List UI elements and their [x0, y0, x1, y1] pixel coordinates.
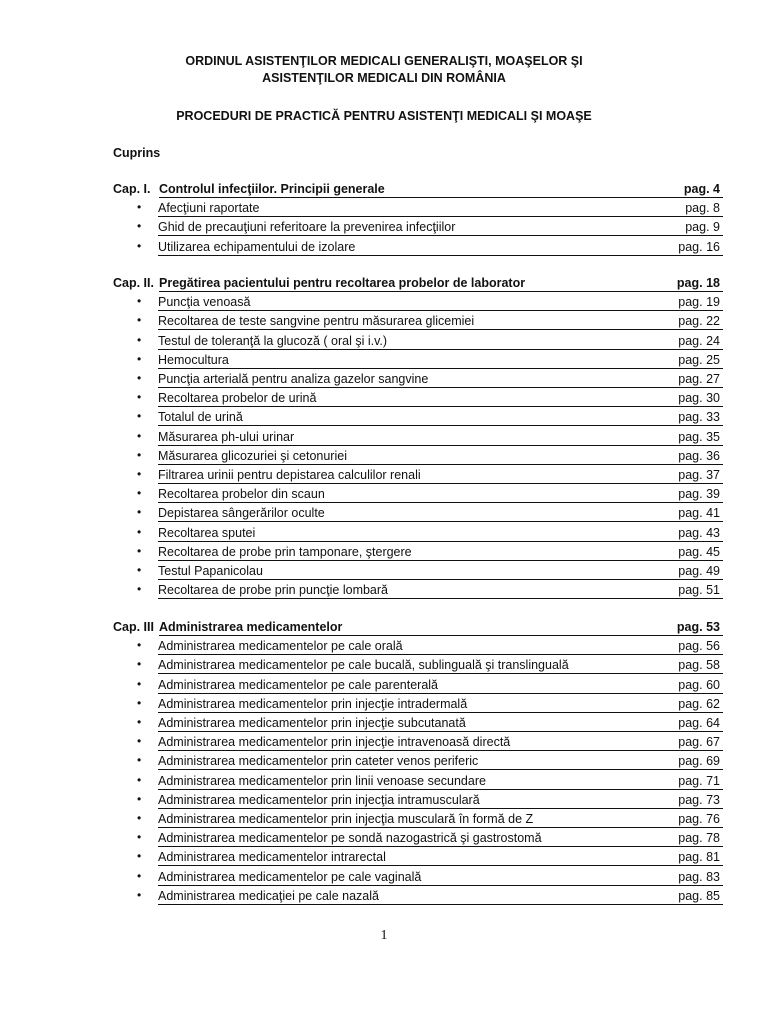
bullet-icon: •	[137, 544, 142, 558]
toc-chapter-row	[113, 620, 723, 639]
toc-item-underline	[158, 483, 723, 484]
chapter-page-ref: pag. 4	[683, 182, 720, 196]
toc-item-text: Ghid de precauţiuni referitoare la prevenirea infecţiilor	[158, 220, 456, 234]
toc-item-underline	[158, 827, 723, 828]
toc-item-row	[113, 583, 723, 602]
toc-item-page-ref: pag. 64	[678, 716, 720, 730]
toc-chapter-row	[113, 276, 723, 295]
toc-item-text: Administrarea medicamentelor prin linii venoase secundare	[158, 774, 486, 788]
toc-item-text: Administrarea medicamentelor prin injecţie subcutanată	[158, 716, 466, 730]
bullet-icon: •	[137, 734, 142, 748]
toc-item-underline	[158, 464, 723, 465]
toc-item-page-ref: pag. 22	[678, 314, 720, 328]
toc-item-row	[113, 697, 723, 716]
toc-item-text: Măsurarea ph-ului urinar	[158, 430, 295, 444]
bullet-icon: •	[137, 811, 142, 825]
toc-item-underline	[158, 712, 723, 713]
toc-item-underline	[158, 235, 723, 236]
bullet-icon: •	[137, 313, 142, 327]
toc-item-underline	[158, 769, 723, 770]
toc-item-page-ref: pag. 43	[678, 526, 720, 540]
toc-item-page-ref: pag. 49	[678, 564, 720, 578]
toc-chapter-row	[113, 182, 723, 201]
toc-item-page-ref: pag. 39	[678, 487, 720, 501]
toc-item-underline	[158, 865, 723, 866]
chapter-title: Administrarea medicamentelor	[159, 620, 343, 634]
toc-item-underline	[158, 808, 723, 809]
toc-item-underline	[158, 846, 723, 847]
toc-item-underline	[158, 445, 723, 446]
bullet-icon: •	[137, 333, 142, 347]
toc-item-text: Administrarea medicamentelor prin cateter venos periferic	[158, 754, 479, 768]
toc-item-underline	[158, 579, 723, 580]
toc-item-page-ref: pag. 81	[678, 850, 720, 864]
document-title-line-2: ASISTENŢILOR MEDICALI DIN ROMÂNIA	[262, 71, 506, 85]
bullet-icon: •	[137, 352, 142, 366]
bullet-icon: •	[137, 888, 142, 902]
chapter-label: Cap. III	[113, 620, 154, 634]
chapter-underline	[159, 635, 723, 636]
toc-item-row	[113, 658, 723, 677]
toc-item-page-ref: pag. 37	[678, 468, 720, 482]
toc-item-text: Testul de toleranţă la glucoză ( oral şi i.v.)	[158, 334, 388, 348]
toc-item-text: Administrarea medicamentelor pe cale orală	[158, 639, 403, 653]
toc-item-underline	[158, 387, 723, 388]
chapter-title: Pregătirea pacientului pentru recoltarea probelor de laborator	[159, 276, 526, 290]
toc-item-row	[113, 564, 723, 583]
toc-item-text: Puncţia venoasă	[158, 295, 251, 309]
toc-item-page-ref: pag. 62	[678, 697, 720, 711]
toc-item-underline	[158, 216, 723, 217]
chapter-title: Controlul infecţiilor. Principii generale	[159, 182, 385, 196]
toc-item-row	[113, 639, 723, 658]
toc-item-text: Administrarea medicamentelor prin injecţie intradermală	[158, 697, 468, 711]
toc-item-page-ref: pag. 9	[685, 220, 720, 234]
chapter-underline	[159, 291, 723, 292]
toc-item-page-ref: pag. 35	[678, 430, 720, 444]
toc-item-underline	[158, 521, 723, 522]
toc-item-text: Administrarea medicamentelor pe cale bucală, sublinguală şi translinguală	[158, 658, 569, 672]
bullet-icon: •	[137, 563, 142, 577]
toc-item-text: Recoltarea probelor de urină	[158, 391, 317, 405]
toc-item-row	[113, 487, 723, 506]
toc-item-text: Afecţiuni raportate	[158, 201, 260, 215]
toc-item-text: Recoltarea de probe prin puncţie lombară	[158, 583, 388, 597]
bullet-icon: •	[137, 448, 142, 462]
bullet-icon: •	[137, 582, 142, 596]
toc-item-row	[113, 812, 723, 831]
bullet-icon: •	[137, 505, 142, 519]
toc-item-underline	[158, 598, 723, 599]
toc-item-underline	[158, 368, 723, 369]
bullet-icon: •	[137, 792, 142, 806]
bullet-icon: •	[137, 390, 142, 404]
toc-item-page-ref: pag. 45	[678, 545, 720, 559]
toc-item-row	[113, 545, 723, 564]
toc-item-underline	[158, 673, 723, 674]
toc-item-text: Testul Papanicolau	[158, 564, 263, 578]
chapter-label: Cap. II.	[113, 276, 154, 290]
toc-item-row	[113, 410, 723, 429]
toc-item-page-ref: pag. 27	[678, 372, 720, 386]
document-subtitle: PROCEDURI DE PRACTICĂ PENTRU ASISTENŢI MEDICALI ŞI MOAŞE	[176, 109, 592, 123]
toc-item-page-ref: pag. 41	[678, 506, 720, 520]
toc-item-row	[113, 889, 723, 908]
bullet-icon: •	[137, 409, 142, 423]
toc-item-page-ref: pag. 8	[685, 201, 720, 215]
bullet-icon: •	[137, 696, 142, 710]
bullet-icon: •	[137, 294, 142, 308]
toc-item-underline	[158, 750, 723, 751]
toc-item-page-ref: pag. 73	[678, 793, 720, 807]
toc-item-page-ref: pag. 76	[678, 812, 720, 826]
chapter-page-ref: pag. 18	[676, 276, 720, 290]
toc-item-row	[113, 793, 723, 812]
toc-item-underline	[158, 654, 723, 655]
toc-item-text: Utilizarea echipamentului de izolare	[158, 240, 356, 254]
toc-item-row	[113, 526, 723, 545]
toc-item-row	[113, 220, 723, 239]
toc-item-underline	[158, 885, 723, 886]
toc-heading: Cuprins	[113, 146, 161, 160]
toc-item-text: Măsurarea glicozuriei şi cetonuriei	[158, 449, 347, 463]
toc-item-row	[113, 430, 723, 449]
toc-item-underline	[158, 502, 723, 503]
toc-item-page-ref: pag. 67	[678, 735, 720, 749]
toc-item-row	[113, 391, 723, 410]
toc-item-text: Recoltarea sputei	[158, 526, 256, 540]
toc-item-text: Administrarea medicamentelor intrarectal	[158, 850, 386, 864]
bullet-icon: •	[137, 219, 142, 233]
toc-item-text: Administrarea medicamentelor pe cale parenterală	[158, 678, 439, 692]
toc-item-underline	[158, 425, 723, 426]
toc-item-page-ref: pag. 25	[678, 353, 720, 367]
chapter-underline	[159, 197, 723, 198]
bullet-icon: •	[137, 429, 142, 443]
toc-item-underline	[158, 541, 723, 542]
bullet-icon: •	[137, 830, 142, 844]
toc-item-underline	[158, 693, 723, 694]
toc-item-row	[113, 754, 723, 773]
toc-item-page-ref: pag. 58	[678, 658, 720, 672]
bullet-icon: •	[137, 486, 142, 500]
toc-item-underline	[158, 789, 723, 790]
bullet-icon: •	[137, 753, 142, 767]
toc-item-text: Depistarea sângerărilor oculte	[158, 506, 325, 520]
bullet-icon: •	[137, 371, 142, 385]
chapter-page-ref: pag. 53	[676, 620, 720, 634]
toc-item-row	[113, 735, 723, 754]
toc-item-text: Administrarea medicamentelor prin injecţia intramusculară	[158, 793, 480, 807]
toc-item-row	[113, 334, 723, 353]
toc-item-text: Administrarea medicamentelor pe cale vaginală	[158, 870, 422, 884]
toc-item-underline	[158, 255, 723, 256]
toc-item-row	[113, 468, 723, 487]
toc-item-underline	[158, 329, 723, 330]
toc-item-text: Recoltarea probelor din scaun	[158, 487, 325, 501]
toc-item-page-ref: pag. 60	[678, 678, 720, 692]
toc-item-page-ref: pag. 69	[678, 754, 720, 768]
bullet-icon: •	[137, 525, 142, 539]
bullet-icon: •	[137, 715, 142, 729]
toc-item-row	[113, 201, 723, 220]
toc-item-row	[113, 240, 723, 259]
toc-item-page-ref: pag. 51	[678, 583, 720, 597]
bullet-icon: •	[137, 869, 142, 883]
page-number: 1	[380, 928, 388, 943]
toc-item-row	[113, 870, 723, 889]
toc-item-row	[113, 850, 723, 869]
toc-item-page-ref: pag. 71	[678, 774, 720, 788]
toc-item-underline	[158, 560, 723, 561]
toc-item-row	[113, 353, 723, 372]
toc-item-text: Puncţia arterială pentru analiza gazelor sangvine	[158, 372, 429, 386]
toc-item-page-ref: pag. 78	[678, 831, 720, 845]
toc-item-page-ref: pag. 83	[678, 870, 720, 884]
toc-item-page-ref: pag. 16	[678, 240, 720, 254]
toc-item-row	[113, 774, 723, 793]
toc-item-page-ref: pag. 30	[678, 391, 720, 405]
document-title-line-1: ORDINUL ASISTENŢILOR MEDICALI GENERALIŞTI, MOAŞELOR ŞI	[185, 54, 583, 68]
toc-item-page-ref: pag. 19	[678, 295, 720, 309]
toc-item-row	[113, 506, 723, 525]
bullet-icon: •	[137, 200, 142, 214]
toc-item-row	[113, 831, 723, 850]
toc-item-page-ref: pag. 36	[678, 449, 720, 463]
toc-item-underline	[158, 406, 723, 407]
toc-item-text: Administrarea medicamentelor prin injecţie intravenoasă directă	[158, 735, 511, 749]
toc-item-page-ref: pag. 24	[678, 334, 720, 348]
toc-item-page-ref: pag. 56	[678, 639, 720, 653]
toc-item-text: Administrarea medicaţiei pe cale nazală	[158, 889, 379, 903]
toc-item-underline	[158, 904, 723, 905]
bullet-icon: •	[137, 239, 142, 253]
bullet-icon: •	[137, 638, 142, 652]
toc-item-row	[113, 372, 723, 391]
toc-item-text: Recoltarea de probe prin tamponare, ştergere	[158, 545, 412, 559]
chapter-label: Cap. I.	[113, 182, 151, 196]
bullet-icon: •	[137, 773, 142, 787]
toc-item-underline	[158, 310, 723, 311]
toc-item-text: Totalul de urină	[158, 410, 243, 424]
bullet-icon: •	[137, 657, 142, 671]
bullet-icon: •	[137, 467, 142, 481]
toc-item-row	[113, 314, 723, 333]
toc-item-row	[113, 295, 723, 314]
toc-item-text: Administrarea medicamentelor pe sondă nazogastrică şi gastrostomă	[158, 831, 542, 845]
toc-item-text: Hemocultura	[158, 353, 229, 367]
toc-item-underline	[158, 349, 723, 350]
bullet-icon: •	[137, 677, 142, 691]
toc-item-row	[113, 678, 723, 697]
toc-item-underline	[158, 731, 723, 732]
toc-item-row	[113, 716, 723, 735]
toc-item-text: Recoltarea de teste sangvine pentru măsurarea glicemiei	[158, 314, 475, 328]
bullet-icon: •	[137, 849, 142, 863]
toc-item-text: Administrarea medicamentelor prin injecţia musculară în formă de Z	[158, 812, 534, 826]
toc-item-text: Filtrarea urinii pentru depistarea calculilor renali	[158, 468, 421, 482]
toc-item-page-ref: pag. 33	[678, 410, 720, 424]
toc-item-page-ref: pag. 85	[678, 889, 720, 903]
toc-item-row	[113, 449, 723, 468]
